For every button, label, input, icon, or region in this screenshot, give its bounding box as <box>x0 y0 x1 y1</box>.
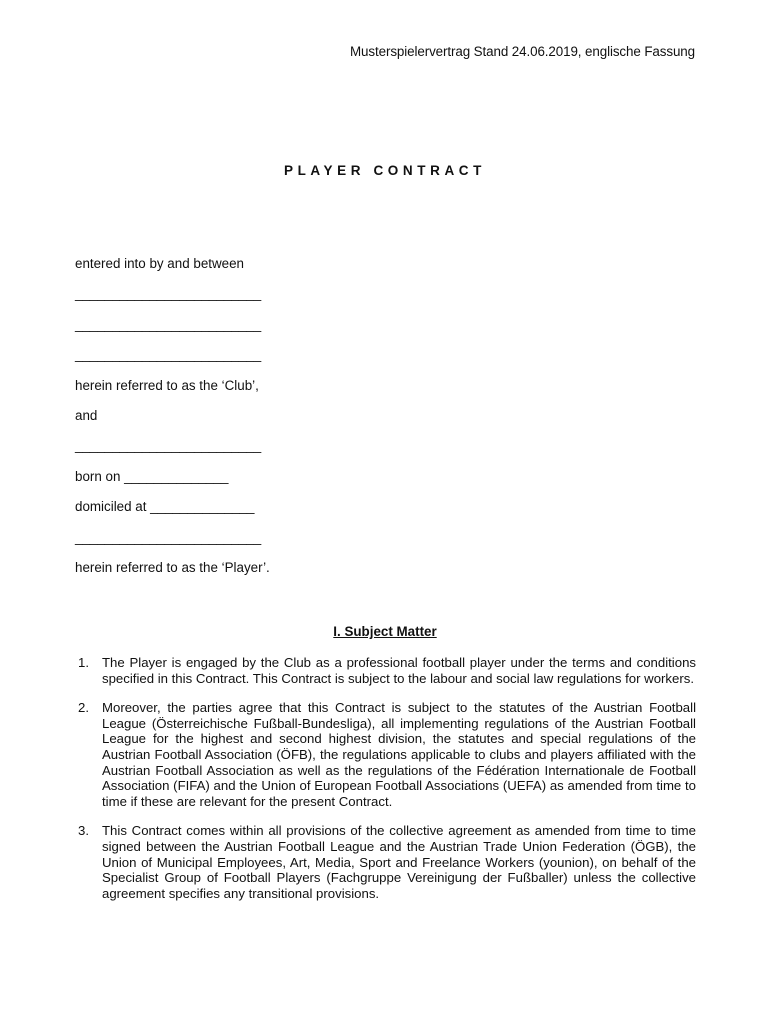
club-name-blank-2: _________________________ <box>75 316 262 332</box>
club-name-blank-1: _________________________ <box>75 286 262 302</box>
clause-text: This Contract comes within all provisions of the collective agreement as amended from time to time signed between the Austrian Football League and the Austrian Trade Union Federation (ÖGB), the Union of Municipal Employees, Art, Media, Sport and Freelance Workers (younion), on behalf of the Specialist Group of Football Players (Fachgruppe Vereinigung der Fußballer) unless the collective agreement specifies any transitional provisions. <box>102 823 696 901</box>
clause-number: 3. <box>78 823 89 839</box>
clause-number: 2. <box>78 700 89 716</box>
document-header: Musterspielervertrag Stand 24.06.2019, englische Fassung <box>350 44 695 59</box>
player-reference: herein referred to as the ‘Player’. <box>75 559 270 575</box>
club-reference: herein referred to as the ‘Club’, <box>75 377 259 393</box>
club-name-blank-3: _________________________ <box>75 347 262 363</box>
parties-block <box>75 256 270 590</box>
clause-item <box>75 823 696 901</box>
player-address-blank: _________________________ <box>75 529 262 545</box>
clause-number: 1. <box>78 655 89 670</box>
player-name-blank: _________________________ <box>75 438 262 454</box>
section-heading-subject-matter: I. Subject Matter <box>333 624 437 639</box>
clause-text: The Player is engaged by the Club as a professional football player under the terms and conditions specified in this Contract. This Contract is subject to the labour and social law regulations for workers. <box>102 655 696 686</box>
contract-title: PLAYER CONTRACT <box>283 163 486 178</box>
parties-intro: entered into by and between <box>75 256 244 271</box>
clause-item <box>75 700 696 809</box>
player-domicile-line: domiciled at ______________ <box>75 499 255 515</box>
clause-list <box>75 655 696 915</box>
clause-text: Moreover, the parties agree that this Contract is subject to the statutes of the Austrian Football League (Österreichische Fußball-Bundesliga), all implementing regulations of the Austrian Football League for the highest and second highest division, the statutes and special regulations of the Austrian Football Association (ÖFB), the regulations applicable to clubs and players affiliated with the Austrian Football Association as well as the regulations of the Fédération Internationale de Football Association (FIFA) and the Union of European Football Associations (UEFA) as amended from time to time if these are relevant for the present Contract. <box>102 700 696 809</box>
player-birthdate-line: born on ______________ <box>75 468 229 484</box>
and-connector: and <box>75 407 98 423</box>
clause-item <box>75 655 696 686</box>
